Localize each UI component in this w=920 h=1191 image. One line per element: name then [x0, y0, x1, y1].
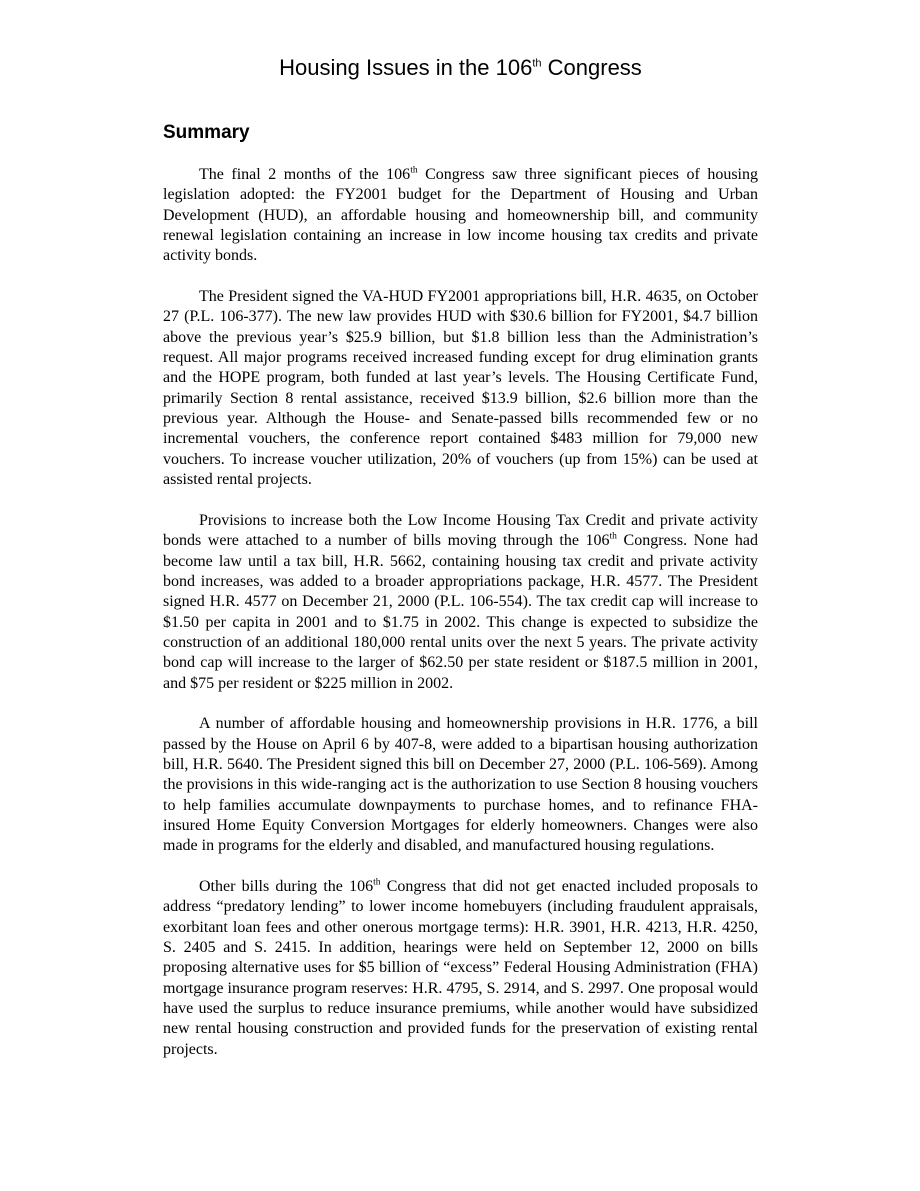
paragraph-superscript: th: [609, 531, 617, 542]
document-title-superscript: th: [532, 57, 542, 70]
paragraph-text: Other bills during the 106: [199, 878, 374, 896]
paragraph-text: Congress. None had become law until a tax bill, H.R. 5662, containing housing tax credit and private activity bond increases, was added to a broader appropriations package, H.R. 4577. The President signed H.R. 4577 on December 21, 2000 (P.L. 106-554). The tax credit cap will increase to $1.50 per capita in 2001 and to $1.75 in 2002. This change is expected to subsidize the construction of an additional 180,000 rental units over the next 5 years. The private activity bond cap will increase to the larger of $62.50 per state resident or $187.5 million in 2001, and $75 per resident or $225 million in 2002.: [163, 532, 758, 692]
paragraph: [163, 714, 758, 856]
paragraph: [163, 165, 758, 267]
section-heading-summary: Summary: [163, 122, 250, 143]
paragraph-text: Congress that did not get enacted included proposals to address “predatory lending” to lower income homebuyers (including fraudulent appraisals, exorbitant loan fees and other onerous mortgage terms): H.R. 3901, H.R. 4213, H.R. 4250, S. 2405 and S. 2415. In addition, hearings were held on September 12, 2000 on bills proposing alternative uses for $5 billion of “excess” Federal Housing Administration (FHA) mortgage insurance program reserves: H.R. 4795, S. 2914, and S. 2997. One proposal would have used the surplus to reduce insurance premiums, while another would have subsidized new rental housing construction and provided funds for the preservation of existing rental projects.: [163, 878, 759, 1058]
paragraph: [163, 287, 758, 490]
paragraph-superscript: th: [373, 877, 381, 888]
paragraph-superscript: th: [410, 165, 418, 176]
paragraph-text: The final 2 months of the 106: [199, 166, 411, 183]
paragraph-text: Congress saw three significant pieces of housing legislation adopted: the FY2001 budget for the Department of Housing and Urban Development (HUD), an affordable housing and homeownership bill, and community renewal legislation containing an increase in low income housing tax credits and private activity bonds.: [163, 166, 758, 265]
document-title: [163, 53, 758, 83]
paragraph: [163, 877, 758, 1060]
paragraph: [163, 511, 758, 694]
paragraph-text: The President signed the VA-HUD FY2001 appropriations bill, H.R. 4635, on October 27 (P.L. 106-377). The new law provides HUD with $30.6 billion for FY2001, $4.7 billion above the previous year’s $25.9 billion, but $1.8 billion less than the Administration’s request. All major programs received increased funding except for drug elimination grants and the HOPE program, both funded at last year’s levels. The Housing Certificate Fund, primarily Section 8 rental assistance, received $13.9 billion, $2.6 billion more than the previous year. Although the House- and Senate-passed bills recommended few or no incremental vouchers, the conference report contained $483 million for 79,000 new vouchers. To increase voucher utilization, 20% of vouchers (up from 15%) can be used at assisted rental projects.: [163, 288, 758, 489]
document-title-main: Housing Issues in the 106: [279, 55, 533, 80]
summary-body: [163, 165, 758, 1080]
paragraph-text: A number of affordable housing and homeownership provisions in H.R. 1776, a bill passed by the House on April 6 by 407-8, were added to a bipartisan housing authorization bill, H.R. 5640. The President signed this bill on December 27, 2000 (P.L. 106-569). Among the provisions in this wide-ranging act is the authorization to use Section 8 housing vouchers to help families accumulate downpayments to purchase homes, and to refinance FHA-insured Home Equity Conversion Mortgages for elderly homeowners. Changes were also made in programs for the elderly and disabled, and manufactured housing regulations.: [163, 715, 758, 855]
document-title-tail: Congress: [541, 55, 642, 80]
paragraph-text: Provisions to increase both the Low Income Housing Tax Credit and private activity bonds were attached to a number of bills moving through the 106: [163, 511, 758, 550]
